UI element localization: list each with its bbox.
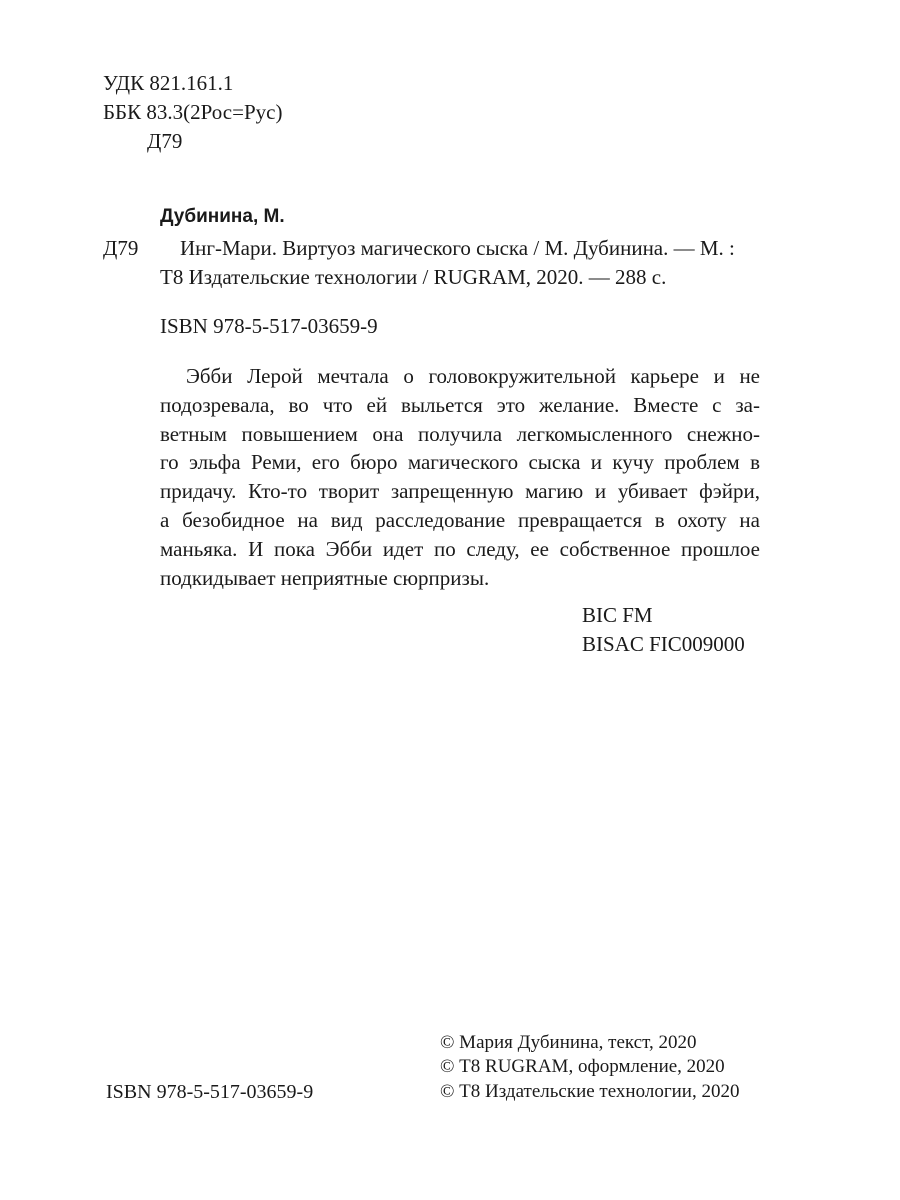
abstract-line: Эбби Лерой мечтала о головокружительной карьере и не [186,364,760,388]
title-line-1: Инг-Мари. Виртуоз магического сыска / М. Дубинина. — М. : [180,236,735,260]
copyright-text: © Мария Дубинина, текст, 2020 [440,1032,697,1053]
author-sign: Д79 [103,236,139,260]
isbn-footer: ISBN 978-5-517-03659-9 [106,1081,314,1103]
copyright-design: © Т8 RUGRAM, оформление, 2020 [440,1056,725,1077]
abstract-line: а безобидное на вид расследование превращается в охоту на [160,507,760,532]
author-sign-top: Д79 [147,129,183,153]
abstract-line: подкидывает неприятные сюрпризы. [160,565,490,590]
bic-code: BIC FM [582,603,653,627]
isbn-main: ISBN 978-5-517-03659-9 [160,314,378,338]
abstract-line: го эльфа Реми, его бюро магического сыска и кучу проблем в [160,450,760,475]
abstract-line: маньяка. И пока Эбби идет по следу, ее собственное прошлое [160,536,760,561]
bbk-code: ББК 83.3(2Рос=Рус) [103,100,283,124]
title-line-2: Т8 Издательские технологии / RUGRAM, 2020. — 288 с. [160,265,667,289]
author-heading: Дубинина, М. [160,206,285,227]
abstract-paragraph [160,362,760,592]
udk-code: УДК 821.161.1 [103,71,234,95]
abstract-line: придачу. Кто-то творит запрещенную магию и убивает фэйри, [160,479,760,504]
abstract-line: подозревала, во что ей выльется это желание. Вместе с за- [160,392,760,417]
copyright-publisher: © Т8 Издательские технологии, 2020 [440,1081,740,1102]
bisac-code: BISAC FIC009000 [582,632,745,656]
abstract-line: ветным повышением она получила легкомысленного снежно- [160,421,760,446]
